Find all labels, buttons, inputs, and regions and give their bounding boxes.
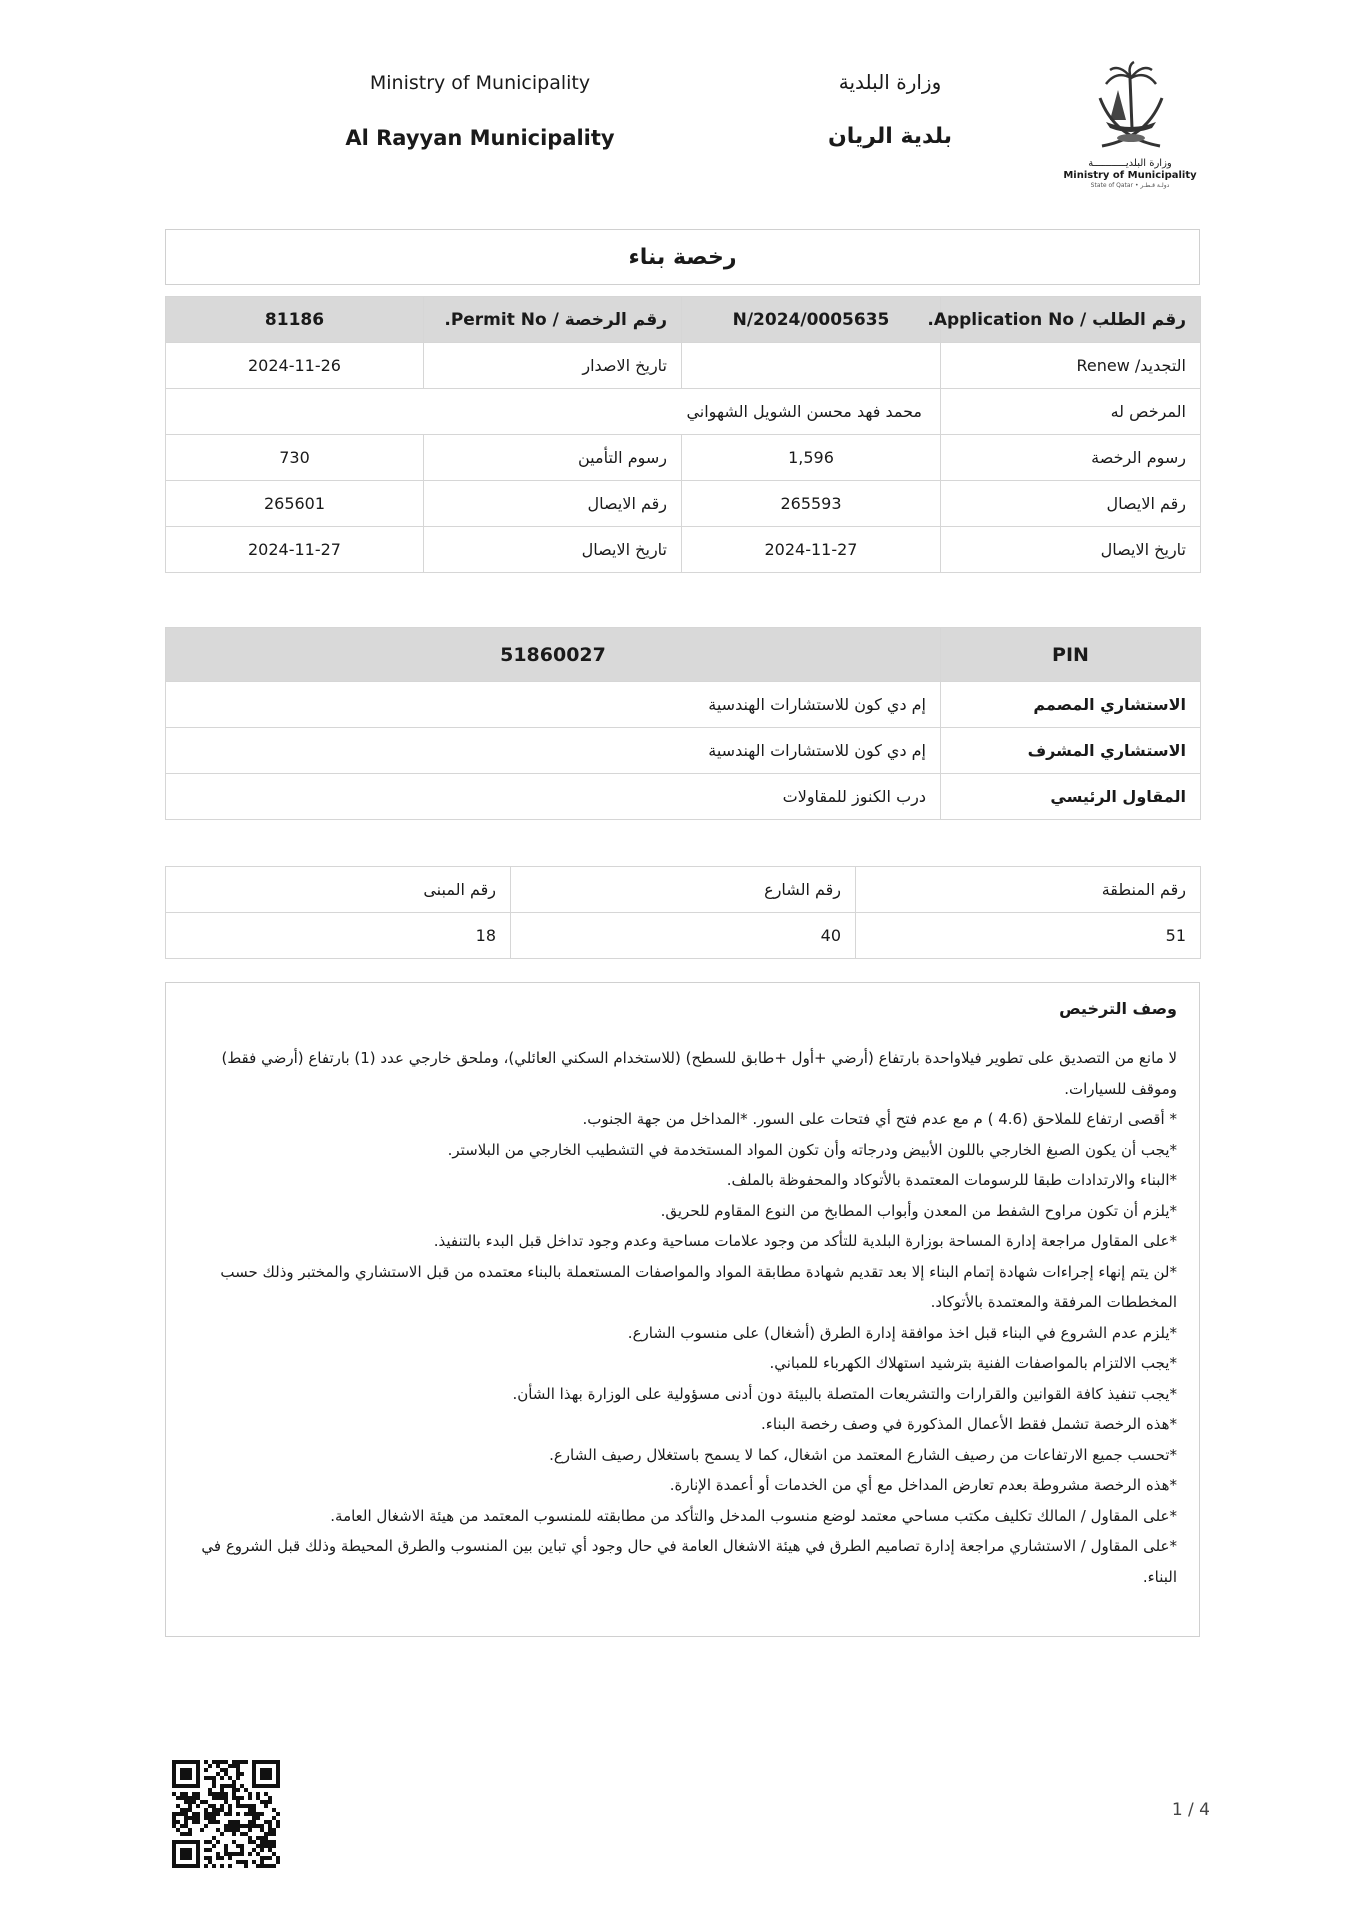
ministry-name-en: Ministry of Municipality [369,72,591,94]
pin-value: 51860027 [166,628,941,682]
table-row [166,628,1201,682]
table-row [166,481,1201,527]
insurance-fees: 730 [166,435,424,481]
document-title: رخصة بناء [165,229,1200,285]
list-item: *يجب تنفيذ كافة القوانين والقرارات والتشريعات المتصلة بالبيئة دون أدنى مسؤولية على الوزارة بهذا الشأن. [512,1384,1177,1403]
list-item: لا مانع من التصديق على تطوير فيلاواحدة بارتفاع (أرضي +أول +طابق للسطح) (للاستخدام السكني العائلي)، وملحق خارجي عدد (1) بارتفاع (أرضي فقط) وموقف للسيارات. [221,1049,1177,1098]
receipt-number-1: 265593 [682,481,941,527]
list-item: *تحسب جميع الارتفاعات من رصيف الشارع المعتمد من اشغال، كما لا يسمح باستغلال رصيف الشارع. [549,1445,1177,1464]
municipality-name-ar: بلدية الريان [828,124,952,149]
description-title: وصف الترخيص [1059,999,1177,1018]
licensee-name: محمد فهد محسن الشويل الشهواني [166,389,941,435]
issue-date-label: تاريخ الاصدار [424,343,682,389]
table-row [166,527,1201,573]
table-row [166,728,1201,774]
receipt-number-2: 265601 [166,481,424,527]
location-table [165,866,1201,959]
list-item: *هذه الرخصة مشروطة بعدم تعارض المداخل مع أي من الخدمات أو أعمدة الإنارة. [669,1476,1177,1494]
description-list [186,1043,1177,1592]
building-number-label: رقم المبنى [166,867,511,913]
main-contractor: درب الكنوز للمقاولات [166,774,941,820]
table-row [166,867,1201,913]
insurance-fees-label: رسوم التأمين [424,435,682,481]
table-row [166,435,1201,481]
street-number: 40 [511,913,856,959]
designer-consultant-label: الاستشاري المصمم [941,682,1201,728]
receipt-number-2-label: رقم الايصال [424,481,682,527]
permit-number-label: رقم الرخصة / Permit No. [424,297,682,343]
supervisor-consultant: إم دي كون للاستشارات الهندسية [166,728,941,774]
table-row [166,343,1201,389]
list-item: *هذه الرخصة تشمل فقط الأعمال المذكورة في وصف رخصة البناء. [761,1415,1177,1433]
license-fees: 1,596 [682,435,941,481]
logo-caption-ar: وزارة البلديـــــــــــة [1088,158,1172,169]
receipt-date-1: 2024-11-27 [682,527,941,573]
building-number: 18 [166,913,511,959]
table-row [166,774,1201,820]
list-item: *على المقاول مراجعة إدارة المساحة بوزارة البلدية للتأكد من وجود علامات مساحية وعدم وجود تداخل قبل البدء بالتنفيذ. [433,1232,1177,1250]
license-fees-label: رسوم الرخصة [941,435,1201,481]
page-number: 1 / 4 [1171,1800,1210,1820]
list-item: *البناء والارتدادات طبقا للرسومات المعتمدة بالأتوكاد والمحفوظة بالملف. [726,1171,1177,1189]
pin-label: PIN [941,628,1201,682]
renew-value [682,343,941,389]
street-number-label: رقم الشارع [511,867,856,913]
supervisor-consultant-label: الاستشاري المشرف [941,728,1201,774]
licensee-label: المرخص له [941,389,1201,435]
permit-table [165,296,1201,573]
receipt-date-2: 2024-11-27 [166,527,424,573]
table-row [166,913,1201,959]
zone-number-label: رقم المنطقة [856,867,1201,913]
qr-code [172,1760,280,1868]
designer-consultant: إم دي كون للاستشارات الهندسية [166,682,941,728]
table-row [166,389,1201,435]
ministry-name-ar: وزارة البلدية [838,70,942,94]
table-row [166,297,1201,343]
list-item: *يجب أن يكون الصبغ الخارجي باللون الأبيض ودرجاته وأن تكون المواد المستخدمة في التشطيب الخارجي من البلاستر. [447,1140,1177,1159]
list-item: * أقصى ارتفاع للملاحق (4.6 ) م مع عدم فتح أي فتحات على السور. *المداخل من جهة الجنوب. [582,1110,1177,1128]
issue-date: 2024-11-26 [166,343,424,389]
list-item: *يلزم أن تكون مراوح الشفط من المعدن وأبواب المطابخ من النوع المقاوم للحريق. [660,1201,1177,1220]
pin-table [165,627,1201,820]
list-item: *لن يتم إنهاء إجراءات شهادة إتمام البناء إلا بعد تقديم شهادة مطابقة المواد والمواصفات المستعملة بالبناء معتمده من قبل الاستشاري والمختبر وذلك حسب المخططات المرفقة والمعتمدة بالأتوكاد. [220,1262,1177,1311]
list-item: *على المقاول / الاستشاري مراجعة إدارة تصاميم الطرق في هيئة الاشغال العامة في حال وجود أي تباين بين المنسوب والطرق المحيطة وذلك قبل الشروع في البناء. [201,1537,1177,1586]
receipt-number-1-label: رقم الايصال [941,481,1201,527]
main-contractor-label: المقاول الرئيسي [941,774,1201,820]
receipt-date-1-label: تاريخ الايصال [941,527,1201,573]
logo-caption-state: State of Qatar • دولـة قـطـر [1090,182,1170,189]
receipt-date-2-label: تاريخ الايصال [424,527,682,573]
list-item: *على المقاول / المالك تكليف مكتب مساحي معتمد لوضع منسوب المدخل والتأكد من مطابقته للمنسوب المعتمد من هيئة الاشغال العامة. [330,1506,1177,1525]
zone-number: 51 [856,913,1201,959]
renew-label: التجديد/ Renew [941,343,1201,389]
list-item: *يلزم عدم الشروع في البناء قبل اخذ موافقة إدارة الطرق (أشغال) على منسوب الشارع. [627,1323,1177,1342]
municipality-name-en: Al Rayyan Municipality [345,126,615,150]
list-item: *يجب الالتزام بالمواصفات الفنية بترشيد استهلاك الكهرباء للمباني. [769,1354,1177,1372]
license-description [165,982,1200,1637]
application-number: N/2024/0005635 [682,297,941,343]
logo-caption-en: Ministry of Municipality [1063,170,1197,181]
table-row [166,682,1201,728]
permit-number: 81186 [166,297,424,343]
application-number-label: رقم الطلب / Application No. [941,297,1201,343]
